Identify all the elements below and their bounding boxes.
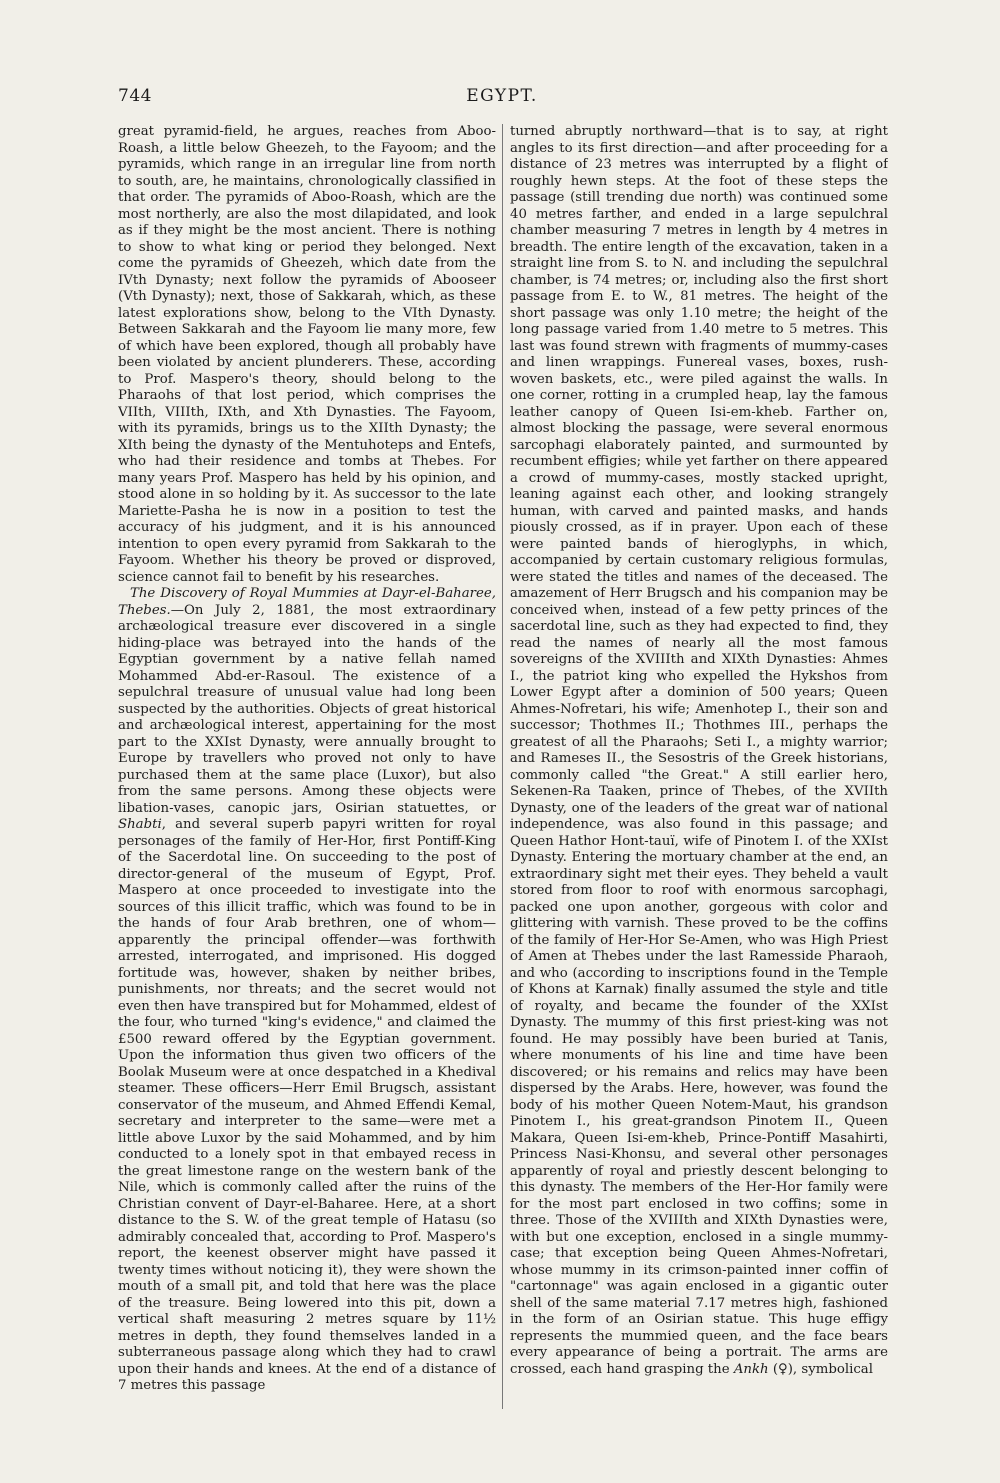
paragraph-royal-mummies — [118, 586, 496, 1395]
italic-term: Shabti — [118, 817, 162, 832]
paragraph-text: turned abruptly northward—that is to say, at right angles to its first direction—and after proceeding for a distance of 23 metres was interrupted by a flight of roughly hewn steps. At the foot of these steps the passage (still trending due north) was continued some 40 metres farther, and ended in a large sepulchral chamber measuring 7 metres in length by 4 metres in breadth. The entire length of the excavation, taken in a straight line from S. to N. and including the sepulchral chamber, is 74 metres; or, including also the first short passage from E. to W., 81 metres. The height of the short passage was only 1.10 metre; the height of the long passage varied from 1.40 metre to 5 metres. This last was found strewn with fragments of mummy-cases and linen wrappings. Funereal vases, boxes, rush-woven baskets, etc., were piled against the walls. In one corner, rotting in a crumpled heap, lay the famous leather canopy of Queen Isi-em-kheb. Farther on, almost blocking the passage, were several enormous sarcophagi elaborately painted, and surmounted by recumbent effigies; while yet farther on there appeared a crowd of mummy-cases, mostly stacked upright, leaning against each other, and looking strangely human, with carved and painted masks, and hands piously crossed, as if in prayer. Upon each of these were painted bands of hieroglyphs, in which, accompanied by certain customary religious formulas, were stated the titles and names of the deceased. The amazement of Herr Brugsch and his companion may be conceived when, instead of a few petty princes of the sacerdotal line, such as they had expected to find, they read the names of nearly all the most famous sovereigns of the XVIIIth and XIXth Dynasties: Ahmes I., the patriot king who expelled the Hykshos from Lower Egypt after a dominion of 500 years; Queen Ahmes-Nofretari, his wife; Amenhotep I., their son and successor; Thothmes II.; Thothmes III., perhaps the greatest of all the Pharaohs; Seti I., a mighty warrior; and Rameses II., the Sesostris of the Greek historians, commonly called "the Great." A still earlier hero, Sekenen-Ra Taaken, prince of Thebes, of the XVIIth Dynasty, one of the leaders of the great war of national independence, was also found in this passage; and Queen Hathor Hont-tauï, wife of Pinotem I. of the XXIst Dynasty. Entering the mortuary chamber at the end, an extraordinary sight met their eyes. They beheld a vault stored from floor to roof with enormous sarcophagi, packed one upon another, gorgeous with color and glittering with varnish. These proved to be the coffins of the family of Her-Hor Se-Amen, who was High Priest of Amen at Thebes under the last Ramesside Pharaoh, and who (according to inscriptions found in the Temple of Khons at Karnak) finally assumed the style and title of royalty, and became the founder of the XXIst Dynasty. The mummy of this first priest-king was not found. He may possibly have been buried at Tanis, where monuments of his line and time have been discovered; or his remains and relics may have been dispersed by the Arabs. Here, however, was found the body of his mother Queen Notem-Maut, his grandson Pinotem I., his great-grandson Pinotem II., Queen Makara, Queen Isi-em-kheb, Prince-Pontiff Masahirti, Princess Nasi-Khonsu, and several other personages apparently of royal and priestly descent belonging to this dynasty. The members of the Her-Hor family were for the most part enclosed in two coffins; some in three. Those of the XVIIIth and XIXth Dynasties were, with but one exception, enclosed in a single mummy-case; that exception being Queen Ahmes-Nofretari, whose mummy in its crimson-painted inner coffin of "cartonnage" was again enclosed in a gigantic outer shell of the same material 7.17 metres high, fashioned in the form of an Osirian statue. This huge effigy represents the mummied queen, and the face bears every appearance of being a portrait. The arms are crossed, each hand grasping the — [510, 124, 888, 1377]
page-header — [118, 86, 886, 112]
italic-term: Ankh — [733, 1361, 769, 1377]
paragraph-continued — [510, 124, 888, 1378]
column-divider — [502, 124, 503, 1409]
paragraph-text: , and several superb papyri written for royal personages of the family of Her-Hor, first Pontiff-King of the Sacerdotal line. On succeeding to the post of director-general of the museum of Egypt, Prof. Maspero at once proceeded to investigate into the sources of this illicit traffic, which was found to be in the hands of four Arab brethren, one of whom—apparently the principal offender—was forthwith arrested, interrogated, and imprisoned. His dogged fortitude was, however, shaken by neither bribes, punishments, nor threats; and the secret would not even then have transpired but for Mohammed, eldest of the four, who turned "king's evidence," and claimed the £500 reward offered by the Egyptian government. Upon the information thus given two officers of the Boolak Museum were at once despatched in a Khedival steamer. These officers—Herr Emil Brugsch, assistant conservator of the museum, and Ahmed Effendi Kemal, secretary and interpreter to the same—were met a little above Luxor by the said Mohammed, and by him conducted to a lonely spot in that embayed recess in the great limestone range on the western bank of the Nile, which is commonly called after the ruins of the Christian convent of Dayr-el-Baharee. Here, at a short distance to the S. W. of the great temple of Hatasu (so admirably concealed that, according to Prof. Maspero's report, the keenest observer might have passed it twenty times without noticing it), they were shown the mouth of a small pit, and told that here was the place of the treasure. Being lowered into this pit, down a vertical shaft measuring 2 metres square by 11½ metres in depth, they found themselves landed in a subterraneous passage along which they had to crawl upon their hands and knees. At the end of a distance of 7 metres this passage — [118, 817, 496, 1393]
paragraph-text: —On July 2, 1881, the most extraordinary archæological treasure ever discovered in a single hiding-place was betrayed into the hands of the Egyptian government by a native fellah named Mohammed Abd-er-Rasoul. The existence of a sepulchral treasure of unusual value had long been suspected by the authorities. Objects of great historical and archæological interest, appertaining for the most part to the XXIst Dynasty, were annually brought to Europe by travellers who proved not only to have purchased them at the same place (Luxor), but also from the same persons. Among these objects were libation-vases, canopic jars, Osirian statuettes, or — [118, 602, 496, 816]
right-column — [510, 124, 888, 1414]
paragraph-text: (♀), symbolical — [768, 1361, 873, 1377]
paragraph-pyramids: great pyramid-field, he argues, reaches from Aboo-Roash, a little below Gheezeh, to the Fayoom; and the pyramids, which range in an irregular line from north to south, are, he maintains, chronologically classified in that order. The pyramids of Aboo-Roash, which are the most northerly, are also the most dilapidated, and look as if they might be the most ancient. There is nothing to show to what king or period they belonged. Next come the pyramids of Gheezeh, which date from the IVth Dynasty; next follow the pyramids of Abooseer (Vth Dynasty); next, those of Sakkarah, which, as these latest explorations show, belong to the VIth Dynasty. Between Sakkarah and the Fayoom lie many more, few of which have been explored, though all probably have been violated by ancient plunderers. These, according to Prof. Maspero's theory, should belong to the Pharaohs of that lost period, which comprises the VIIth, VIIIth, IXth, and Xth Dynasties. The Fayoom, with its pyramids, brings us to the XIIth Dynasty; the XIth being the dynasty of the Mentuhoteps and Entefs, who had their residence and tombs at Thebes. For many years Prof. Maspero has held by his opinion, and stood alone in so holding by it. As successor to the late Mariette-Pasha he is now in a position to test the accuracy of his judgment, and it is his announced intention to open every pyramid from Sakkarah to the Fayoom. Whether his theory be proved or disproved, science cannot fail to benefit by his researches. — [118, 124, 496, 585]
section-heading: The Discovery of Royal Mummies at Dayr-el-Baharee, Thebes. — [118, 586, 496, 618]
page-number: 744 — [118, 86, 152, 106]
running-title: EGYPT. — [466, 86, 538, 106]
left-column — [118, 124, 496, 1414]
